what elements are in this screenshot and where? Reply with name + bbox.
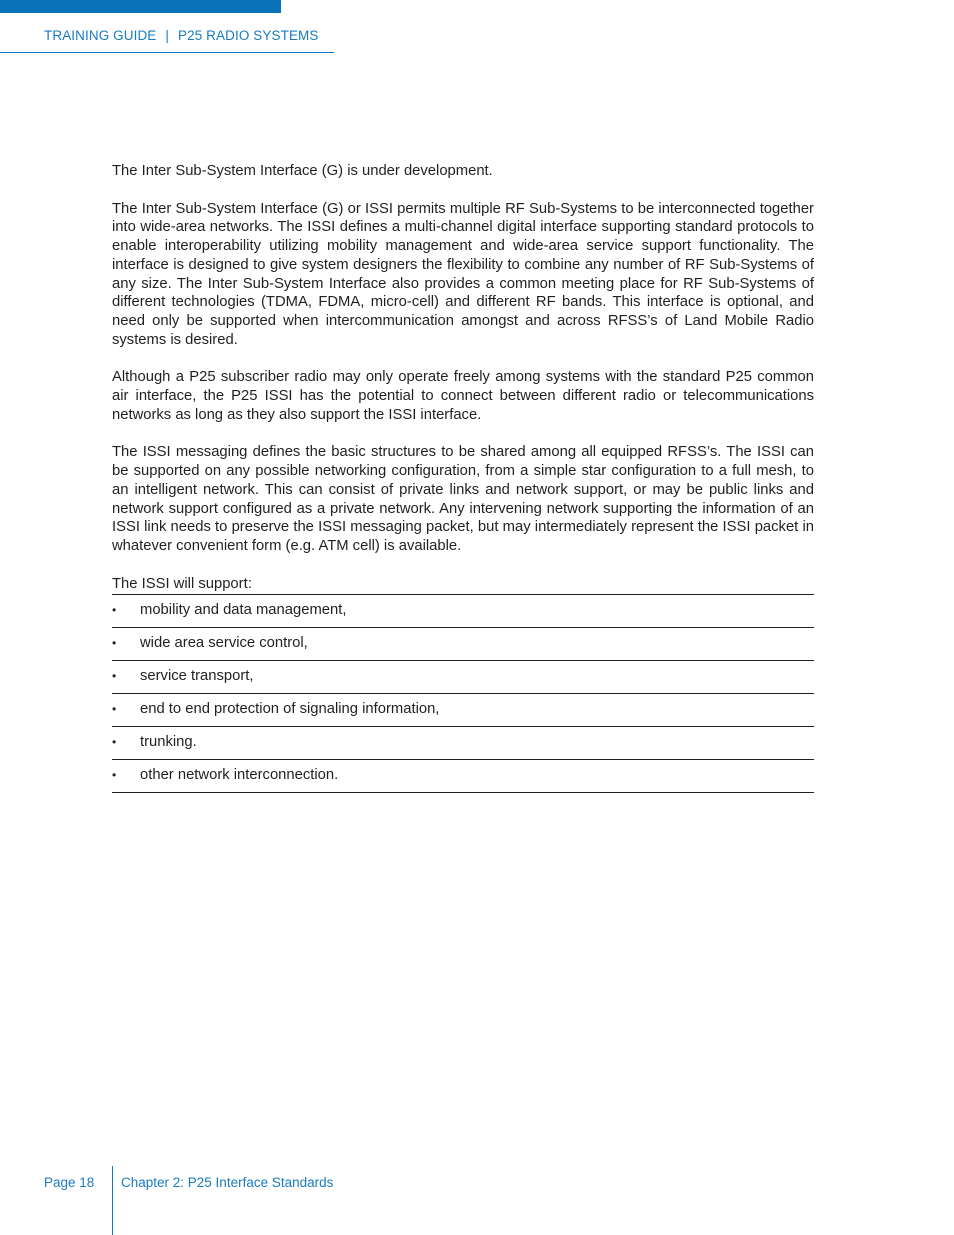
- list-item: [112, 595, 814, 628]
- header-guide-label: TRAINING GUIDE: [44, 28, 157, 43]
- list-item: [112, 628, 814, 661]
- header-rule: [0, 52, 334, 53]
- support-list: [112, 594, 814, 793]
- header-color-bar: [0, 0, 281, 13]
- paragraph-intro: The Inter Sub-System Interface (G) is under development.: [112, 163, 493, 179]
- list-item: [112, 694, 814, 727]
- paragraph-issi-potential: Although a P25 subscriber radio may only operate freely among systems with the standard P25 common air interface, the P25 ISSI has the potential to connect between different radio or telecommunications networks as long as they also support the ISSI interface.: [112, 369, 814, 423]
- bullet-icon: •: [112, 768, 117, 783]
- list-item: [112, 661, 814, 694]
- list-intro: The ISSI will support:: [112, 575, 252, 592]
- list-item-text: other network interconnection.: [140, 767, 339, 784]
- paragraph-issi-overview: The Inter Sub-System Interface (G) or ISSI permits multiple RF Sub-Systems to be interconnected together into wide-area networks. The ISSI defines a multi-channel digital interface supporting standard protocols to enable interoperability utilizing mobility management and wide-area service support functionality. The interface is designed to give system designers the flexibility to combine any number of RF Sub-Systems of any size. The Inter Sub-System Interface also provides a common meeting place for RF Sub-Systems of different technologies (TDMA, FDMA, micro-cell) and different RF bands. This interface is optional, and need only be supported when intercommunication amongst and across RFSS’s of Land Mobile Radio systems is desired.: [112, 200, 814, 348]
- list-item-text: end to end protection of signaling information,: [140, 701, 440, 718]
- header-topic-label: P25 RADIO SYSTEMS: [178, 28, 319, 43]
- list-item-text: wide area service control,: [140, 635, 308, 652]
- running-header: [44, 28, 319, 43]
- list-item: [112, 727, 814, 760]
- bullet-icon: •: [112, 603, 117, 618]
- paragraph-issi-messaging: The ISSI messaging defines the basic structures to be shared among all equipped RFSS’s. The ISSI can be supported on any possible networking configuration, from a simple star configuration to a full mesh, to an intelligent network. This can consist of private links and network support, or may be public links and network support configured as a private network. Any intervening network supporting the information of an ISSI link needs to preserve the ISSI messaging packet, but may intermediately represent the ISSI packet in whatever convenient form (e.g. ATM cell) is available.: [112, 444, 814, 554]
- footer-divider: [112, 1166, 113, 1235]
- main-content: [112, 162, 814, 793]
- bullet-icon: •: [112, 735, 117, 750]
- bullet-icon: •: [112, 636, 117, 651]
- bullet-icon: •: [112, 702, 117, 717]
- list-item: [112, 760, 814, 793]
- list-item-text: trunking.: [140, 734, 197, 751]
- chapter-title: Chapter 2: P25 Interface Standards: [121, 1175, 334, 1190]
- list-item-text: mobility and data management,: [140, 602, 347, 619]
- page-number: Page 18: [44, 1175, 95, 1190]
- bullet-icon: •: [112, 669, 117, 684]
- header-separator: |: [165, 28, 170, 43]
- list-item-text: service transport,: [140, 668, 254, 685]
